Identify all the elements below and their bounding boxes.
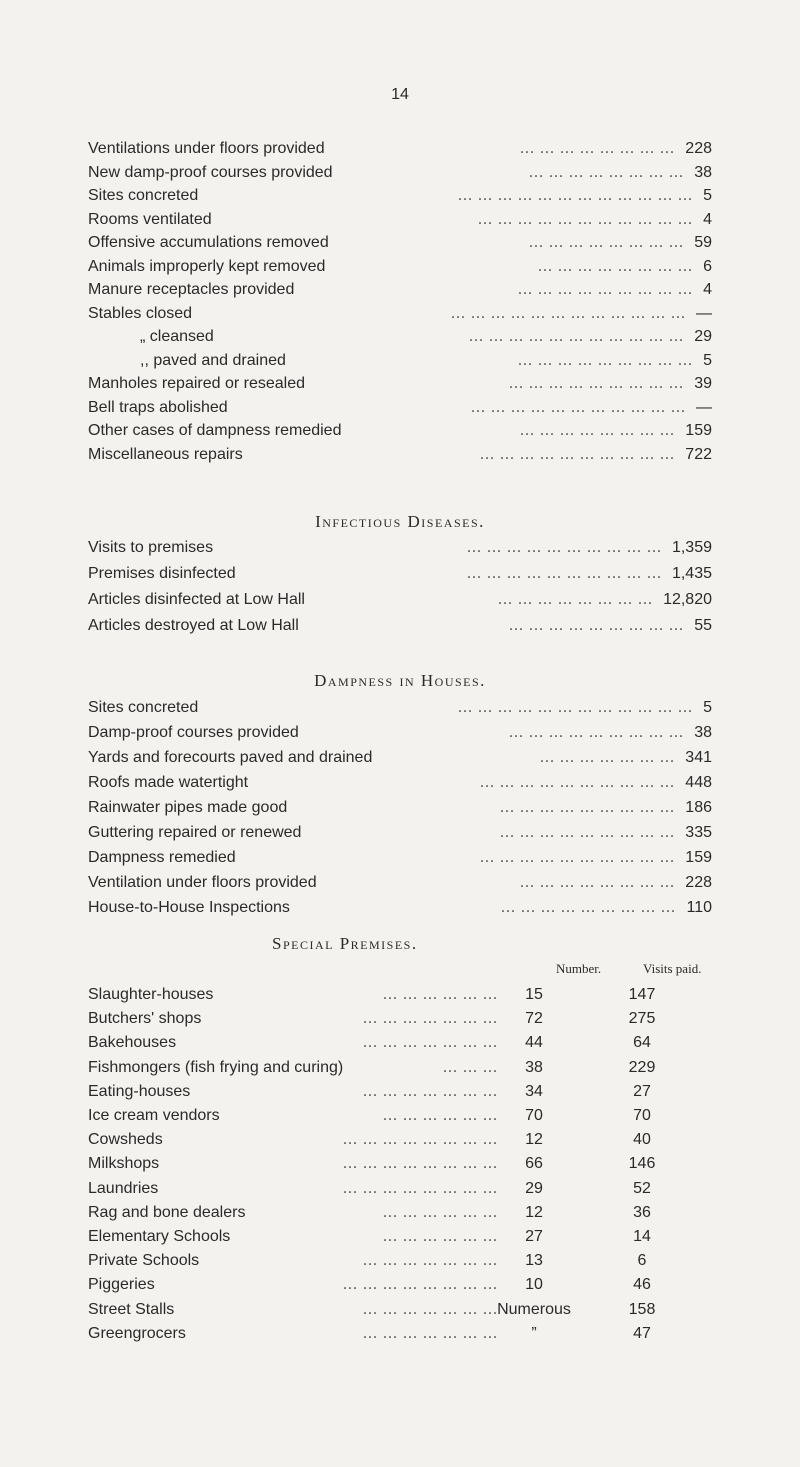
table-row	[88, 1297, 712, 1323]
table-row	[88, 845, 712, 871]
row-number: 72	[525, 1010, 543, 1028]
leader-dots: ... ... ... ... ... ...	[383, 1203, 498, 1221]
row-value: 110	[686, 899, 712, 916]
row-label: New damp-proof courses provided	[88, 163, 333, 181]
table-row	[88, 277, 712, 303]
row-label: Premises disinfected	[88, 565, 236, 582]
row-label: Articles disinfected at Low Hall	[88, 591, 305, 608]
row-label: Bell traps abolished	[88, 398, 228, 416]
table-row	[88, 795, 712, 821]
table-row	[88, 587, 712, 613]
leader-dots: ... ... ... ... ... ... ... ... ... ...	[480, 445, 675, 463]
leader-dots: ... ... ... ... ... ... ... ... ... ... ...	[471, 398, 686, 416]
row-label: Street Stalls	[88, 1300, 175, 1318]
col-header-number: Number.	[556, 961, 602, 976]
row-number: 12	[525, 1131, 543, 1149]
row-visits: 40	[633, 1131, 651, 1149]
leader-dots: ... ... ... ... ... ... ... ...	[343, 1276, 498, 1294]
row-label: Butchers' shops	[88, 1010, 202, 1028]
table-row	[88, 1103, 712, 1129]
table-row	[88, 395, 712, 421]
table-row	[88, 301, 712, 327]
row-label: Sites concreted	[88, 699, 199, 716]
row-label: Elementary Schools	[88, 1228, 231, 1245]
leader-dots: ... ... ... ... ... ...	[383, 1228, 498, 1245]
row-value: 722	[685, 445, 712, 463]
row-value: —	[696, 398, 712, 416]
row-number: 29	[525, 1179, 543, 1197]
row-value: 159	[685, 849, 712, 866]
row-number: Numerous	[497, 1300, 571, 1318]
row-number: 34	[525, 1082, 543, 1100]
table-row	[88, 230, 712, 256]
row-number: 70	[525, 1107, 543, 1124]
leader-dots: ... ... ... ... ... ... ... ... ...	[518, 351, 693, 369]
row-label: Other cases of dampness remedied	[88, 422, 342, 439]
row-visits: 6	[637, 1252, 647, 1270]
row-value: 159	[685, 422, 712, 439]
row-label: ,, paved and drained	[140, 351, 286, 369]
row-label: Damp-proof courses provided	[88, 724, 299, 741]
row-value: 59	[694, 234, 712, 251]
leader-dots: ... ... ...	[443, 1058, 498, 1076]
table-row	[88, 1127, 712, 1153]
col-header-visits: Visits paid.	[643, 961, 702, 976]
row-number: 10	[525, 1276, 543, 1294]
table-row	[88, 160, 712, 186]
row-label: Rag and bone dealers	[88, 1203, 246, 1221]
leader-dots: ... ... ... ... ... ... ... ... ... ...	[480, 774, 675, 791]
leader-dots: ... ... ... ... ... ... ... ...	[529, 163, 684, 181]
row-value: 5	[703, 351, 712, 369]
leader-dots: ... ... ... ... ... ... ... ... ... ... ... ...	[458, 187, 693, 204]
row-number: 15	[525, 986, 543, 1003]
table-row	[88, 695, 712, 721]
row-value: 1,359	[671, 539, 712, 556]
row-label: Piggeries	[88, 1276, 155, 1294]
row-label: Yards and forecourts paved and drained	[88, 749, 373, 766]
leader-dots: ... ... ... ... ... ... ...	[363, 1252, 498, 1270]
row-label: Dampness remedied	[88, 849, 236, 866]
row-value: 5	[703, 187, 712, 204]
row-visits: 64	[633, 1034, 651, 1052]
row-visits: 14	[633, 1228, 651, 1245]
row-value: —	[696, 304, 712, 322]
leader-dots: ... ... ... ... ... ... ... ...	[520, 422, 675, 439]
table-row	[88, 1006, 712, 1032]
row-value: 38	[694, 163, 712, 181]
row-number: 66	[525, 1155, 543, 1173]
table-row	[88, 820, 712, 846]
table-row	[88, 1224, 712, 1250]
row-label: Eating-houses	[88, 1082, 191, 1100]
leader-dots: ... ... ... ... ... ... ... ... ... ... ...	[469, 328, 684, 345]
leader-dots: ... ... ... ... ... ... ... ... ... ... ... ...	[451, 304, 686, 322]
leader-dots: ... ... ... ... ... ... ... ...	[343, 1131, 498, 1149]
leader-dots: ... ... ... ... ... ... ... ...	[520, 140, 675, 157]
leader-dots: ... ... ... ... ... ... ... ... ... ...	[467, 539, 662, 556]
table-row	[88, 535, 712, 561]
row-label: House-to-House Inspections	[88, 899, 290, 916]
row-number: 12	[525, 1203, 543, 1221]
row-label: Roofs made watertight	[88, 774, 249, 791]
dampness-heading: Dampness in Houses.	[314, 671, 486, 690]
row-label: Ventilations under floors provided	[88, 140, 325, 157]
row-value: 228	[685, 874, 712, 891]
infectious-diseases-heading: Infectious Diseases.	[315, 512, 485, 531]
row-value: 39	[694, 375, 712, 392]
table-row	[88, 371, 712, 397]
row-label: Ventilation under floors provided	[88, 874, 317, 891]
row-label: Offensive accumulations removed	[88, 234, 329, 251]
table-row	[88, 136, 712, 162]
row-label: Fishmongers (fish frying and curing)	[88, 1058, 344, 1076]
table-row	[88, 982, 712, 1008]
row-visits: 52	[633, 1179, 651, 1197]
row-number: 44	[525, 1034, 543, 1052]
leader-dots: ... ... ... ... ... ... ... ... ...	[509, 617, 684, 634]
leader-dots: ... ... ... ... ... ... ... ...	[538, 257, 693, 275]
row-label: Laundries	[88, 1179, 159, 1197]
row-value: 6	[703, 257, 712, 275]
row-value: 448	[685, 774, 712, 791]
table-row	[88, 183, 712, 209]
row-visits: 229	[628, 1058, 656, 1076]
row-value: 12,820	[663, 591, 712, 608]
row-number: 38	[525, 1058, 543, 1076]
row-value: 29	[694, 328, 712, 345]
leader-dots: ... ... ... ... ... ... ... ... ... ...	[467, 565, 662, 582]
table-row	[88, 418, 712, 444]
row-value: 341	[685, 749, 712, 766]
table-row	[88, 770, 712, 796]
row-visits: 275	[628, 1010, 656, 1028]
table-row	[88, 1272, 712, 1298]
row-label: Rainwater pipes made good	[88, 799, 288, 816]
row-label: Sites concreted	[88, 187, 199, 204]
row-number: 27	[525, 1228, 543, 1245]
leader-dots: ... ... ... ... ... ... ...	[363, 1010, 498, 1028]
table-row	[88, 745, 712, 771]
row-label: Animals improperly kept removed	[88, 257, 326, 275]
leader-dots: ... ... ... ... ... ... ...	[540, 749, 675, 766]
leader-dots: ... ... ... ... ... ... ... ... ...	[500, 799, 675, 816]
row-visits: 146	[628, 1155, 656, 1173]
leader-dots: ... ... ... ... ... ... ... ... ... ... ...	[478, 210, 693, 228]
table-row	[88, 207, 712, 233]
leader-dots: ... ... ... ... ... ... ... ... ...	[518, 281, 693, 298]
row-number: 13	[525, 1252, 543, 1270]
table-row	[88, 442, 712, 468]
row-label: Visits to premises	[88, 539, 214, 556]
table-row	[88, 720, 712, 746]
row-label: Manure receptacles provided	[88, 281, 295, 298]
row-visits: 36	[633, 1203, 651, 1221]
row-label: „ cleansed	[140, 328, 214, 345]
leader-dots: ... ... ... ... ... ...	[383, 1107, 498, 1124]
table-row	[88, 561, 712, 587]
row-value: 228	[685, 140, 712, 157]
row-value: 4	[703, 281, 712, 298]
row-label: Rooms ventilated	[88, 210, 212, 228]
table-row	[88, 1151, 712, 1177]
row-visits: 27	[633, 1082, 651, 1100]
row-label: Slaughter-houses	[88, 986, 214, 1003]
row-label: Articles destroyed at Low Hall	[88, 617, 299, 634]
row-value: 1,435	[671, 565, 712, 582]
row-label: Private Schools	[88, 1252, 200, 1270]
table-row	[88, 1055, 712, 1081]
row-value: 186	[685, 799, 712, 816]
row-value: 335	[685, 824, 712, 841]
row-visits: 147	[628, 986, 656, 1003]
special-premises-heading: Special Premises.	[272, 934, 418, 953]
leader-dots: ... ... ... ... ... ... ...	[363, 1082, 498, 1100]
leader-dots: ... ... ... ... ... ... ... ...	[529, 234, 684, 251]
leader-dots: ... ... ... ... ... ... ...	[363, 1300, 498, 1318]
leader-dots: ... ... ... ... ... ... ... ...	[520, 874, 675, 891]
leader-dots: ... ... ... ... ... ... ... ...	[498, 591, 653, 608]
table-row	[88, 254, 712, 280]
row-label: Manholes repaired or resealed	[88, 375, 306, 392]
table-row	[88, 348, 712, 374]
table-row	[88, 1176, 712, 1202]
leader-dots: ... ... ... ... ... ... ... ... ... ...	[480, 849, 675, 866]
table-row	[88, 324, 712, 350]
table-row	[88, 613, 712, 639]
row-label: Ice cream vendors	[88, 1107, 220, 1124]
leader-dots: ... ... ... ... ... ... ... ...	[343, 1179, 498, 1197]
table-row	[88, 895, 712, 921]
leader-dots: ... ... ... ... ... ... ... ... ...	[500, 824, 675, 841]
leader-dots: ... ... ... ... ... ... ... ... ... ... ... ...	[458, 699, 693, 716]
row-label: Cowsheds	[88, 1131, 163, 1149]
row-value: 5	[703, 699, 712, 716]
row-label: Greengrocers	[88, 1324, 186, 1342]
row-number: ”	[531, 1324, 537, 1342]
row-visits: 46	[633, 1276, 651, 1294]
table-row	[88, 1200, 712, 1226]
leader-dots: ... ... ... ... ... ... ...	[363, 1324, 498, 1342]
table-row	[88, 1248, 712, 1274]
row-label: Guttering repaired or renewed	[88, 824, 302, 841]
leader-dots: ... ... ... ... ... ...	[383, 986, 498, 1003]
table-row	[88, 1079, 712, 1105]
row-label: Milkshops	[88, 1155, 160, 1173]
row-label: Stables closed	[88, 304, 193, 322]
table-row	[88, 1321, 712, 1347]
page-number: 14	[391, 86, 409, 103]
leader-dots: ... ... ... ... ... ... ... ... ...	[509, 724, 684, 741]
row-value: 38	[694, 724, 712, 741]
row-visits: 158	[628, 1300, 656, 1318]
table-row	[88, 1030, 712, 1056]
table-row	[88, 870, 712, 896]
row-value: 55	[694, 617, 712, 634]
row-visits: 47	[633, 1324, 651, 1342]
row-visits: 70	[633, 1107, 651, 1124]
row-value: 4	[703, 210, 712, 228]
leader-dots: ... ... ... ... ... ... ...	[363, 1034, 498, 1052]
row-label: Bakehouses	[88, 1034, 177, 1052]
leader-dots: ... ... ... ... ... ... ... ... ...	[509, 375, 684, 392]
leader-dots: ... ... ... ... ... ... ... ... ...	[501, 899, 676, 916]
leader-dots: ... ... ... ... ... ... ... ...	[343, 1155, 498, 1173]
row-label: Miscellaneous repairs	[88, 445, 243, 463]
